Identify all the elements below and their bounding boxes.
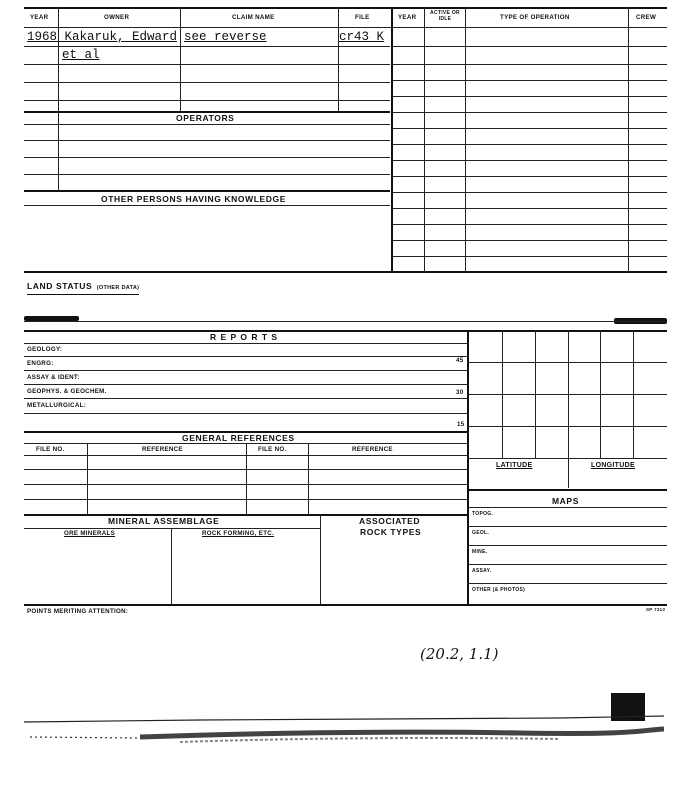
report-label: GEOPHYS. & GEOCHEM. [27,388,107,395]
latitude-label: LATITUDE [496,462,533,469]
land-status-label: LAND STATUS [27,281,93,291]
map-row-label: GEOL. [472,530,490,536]
header-file: FILE [355,14,370,21]
rock-types-label: ROCK TYPES [360,527,422,537]
rock-forming-label: ROCK FORMING, ETC. [202,530,275,537]
header-year: YEAR [30,14,49,21]
map-row-label: ASSAY. [472,568,492,574]
handwritten-coordinates: (20.2, 1.1) [420,645,499,663]
map-row-label: MINE. [472,549,488,555]
report-label: ENGRG: [27,360,54,367]
header-claim-name: CLAIM NAME [232,14,275,21]
maps-label: MAPS [552,496,579,506]
header-type-of-operation: TYPE OF OPERATION [500,14,570,21]
report-label: ASSAY & IDENT: [27,374,80,381]
header-owner: OWNER [104,14,130,21]
ref-col-reference: REFERENCE [142,446,183,453]
points-meriting-attention-label: POINTS MERITING ATTENTION: [27,608,129,615]
entry-year-owner: 1968 Kakaruk, Edward [27,30,178,44]
header-active-idle: ACTIVE OR IDLE [430,10,460,22]
general-references-title: GENERAL REFERENCES [182,433,295,443]
form-number: SP 7312 [646,607,666,612]
report-number: 30 [456,389,464,396]
header-crew: CREW [636,14,657,21]
entry-owner-cont: et al [62,48,100,62]
longitude-label: LONGITUDE [591,462,635,469]
report-number: 45 [456,357,464,364]
header-year-2: YEAR [398,14,417,21]
map-row-label: TOPOG. [472,511,494,517]
entry-claim-name: see reverse [184,30,267,44]
other-persons-label: OTHER PERSONS HAVING KNOWLEDGE [101,194,287,204]
land-status-sub: (OTHER DATA) [96,285,140,291]
reports-title: R E P O R T S [210,332,279,342]
ref-col-reference: REFERENCE [352,446,393,453]
report-label: METALLURGICAL: [27,402,87,409]
ore-minerals-label: ORE MINERALS [64,530,116,537]
report-number: 15 [457,421,465,428]
operators-label: OPERATORS [176,113,235,123]
map-row-label: OTHER (& PHOTOS) [472,587,526,593]
mineral-assemblage-title: MINERAL ASSEMBLAGE [108,516,220,526]
associated-label: ASSOCIATED [359,516,421,526]
ref-col-file-no: FILE NO. [258,446,287,453]
report-label: GEOLOGY: [27,346,63,353]
ref-col-file-no: FILE NO. [36,446,65,453]
entry-file: cr43 K [339,30,385,44]
